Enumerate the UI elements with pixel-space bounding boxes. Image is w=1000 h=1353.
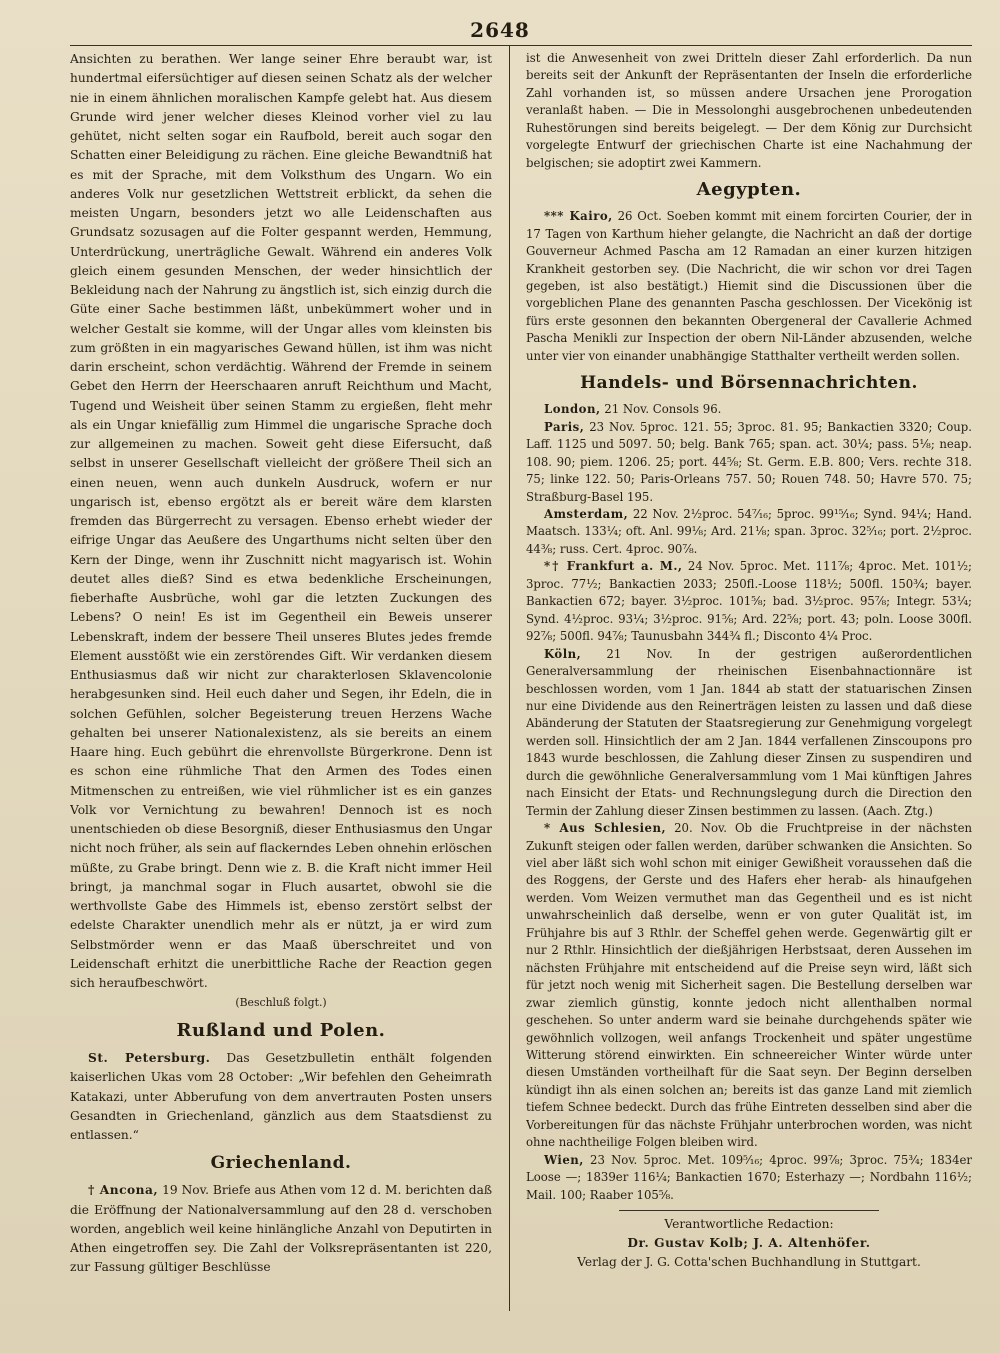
left-column: [70, 50, 492, 1312]
dateline-ancona: † Ancona,: [88, 1183, 159, 1198]
article-schlesien: [526, 820, 972, 1152]
footer-publisher: Verlag der J. G. Cotta'schen Buchhandlung in Stuttgart.: [577, 1255, 921, 1270]
dateline-kairo: *** Kairo,: [544, 209, 613, 224]
footer-editors-names: Dr. Gustav Kolb; J. A. Altenhöfer.: [627, 1236, 871, 1251]
section-heading-egypt: Aegypten.: [696, 179, 802, 201]
article-koeln-text: 21 Nov. In der gestrigen außerordentlichen Generalversammlung der rheinischen Eisenbahnactionnäre ist beschlossen worden, vom 1 Jan. 1844 ab statt der statuarischen Zinsen nur eine Dividende aus den Reinerträgen leisten zu lassen und daß diese Abänderung der Statuten der Staatsregierung zur Genehmigung vorgelegt werden soll. Hinsichtlich der am 2 Jan. 1844 verfallenen Zinscoupons pro 1843 wurde beschlossen, die Zahlung dieser Zinsen zu suspendiren und durch die gewöhnliche Generalversammlung vom 1 Mai künftigen Jahres nach Einsicht der Etats- und Rechnungslegung durch die Direction den Termin der Zahlung dieser Zinsen bestimmen zu lassen. (Aach. Ztg.): [526, 646, 972, 818]
article-kairo-text: 26 Oct. Soeben kommt mit einem forcirten Courier, der in 17 Tagen von Karthum hieher gelangte, die Nachricht an daß der dortige Gouverneur Achmed Pascha am 12 Ramadan an einer kurzen hitzigen Krankheit gestorben sey. (Die Nachricht, die wir schon vor drei Tagen gegeben, ist also bestätigt.) Hiemit sind die Discussionen über die vorgeblichen Plane des genannten Pascha geschlossen. Der Vicekönig ist fürs erste gesonnen den bekannten Obergeneral der Cavallerie Achmed Pascha Menikli zur Inspection der obern Nil-Länder abzusenden, welche unter vier von einander unabhängige Statthalter vertheilt werden sollen.: [526, 209, 972, 363]
market-london-text: 21 Nov. Consols 96.: [604, 402, 722, 417]
market-amsterdam-text: 22 Nov. 2½proc. 54⁷⁄₁₆; 5proc. 99¹⁵⁄₁₆; Synd. 94¼; Hand. Maatsch. 133¼; oft. Anl. 99⅛; Ard. 21⅛; span. 3proc. 32⁵⁄₁₆; port. 2½proc. 44⅜; russ. Cert. 4proc. 90⅞.: [526, 506, 972, 556]
footer-rule: [619, 1210, 879, 1211]
article-ancona-text: 19 Nov. Briefe aus Athen vom 12 d. M. berichten daß die Eröffnung der Nationalversammlung auf den 28 d. verschoben worden, angeblich weil keine hinlängliche Anzahl von Deputirten in Athen eingetroffen sey. Die Zahl der Volksrepräsentanten ist 220, zur Fassung gültiger Beschlüsse: [70, 1183, 492, 1275]
section-heading-russia: Rußland und Polen.: [176, 1020, 386, 1042]
dateline-schlesien: * Aus Schlesien,: [544, 821, 667, 836]
article-petersburg-text: Das Gesetzbulletin enthält folgenden kaiserlichen Ukas vom 28 October: „Wir befehlen den Geheimrath Katakazi, unter Abberufung von dem anvertrauten Posten unsers Gesandten in Griechenland, gänzlich aus dem Staatsdienst zu entlassen.“: [70, 1051, 492, 1143]
article-ancona: [70, 1181, 492, 1277]
market-paris: [526, 419, 972, 506]
article-ungarn-text: Ansichten zu berathen. Wer lange seiner Ehre beraubt war, ist hundertmal eifersüchtiger auf diesen seinen Schatz als der welcher nie in einem ähnlichen moralischen Kampfe gelebt hat. Aus diesem Grunde wird jener welcher dieses Kleinod vorher viel zu lau gehütet, nicht selten sogar ein Raufbold, bereit auch sogar den Schatten einer Beleidigung zu rächen. Eine gleiche Bewandtniß hat es mit der Sprache, mit dem Volksthum des Ungarn. Wo ein anderes Volk nur gesetzlichen Wettstreit erblickt, da sehen die meisten Ungarn, besonders jetzt wo alle Leidenschaften aus Grundsatz sozusagen auf die Folter gespannt werden, Hemmung, Unterdrückung, unerträgliche Gewalt. Während ein anderes Volk gleich einem gesunden Menschen, der weder hinsichtlich der Bekleidung nach der Nahrung zu ängstlich ist, sich einzig durch die Güte einer Sache bestimmen läßt, unbekümmert woher und in welcher Gestalt sie komme, will der Ungar alles vom kleinsten bis zum größten in ein magyarisches Gewand hüllen, ist ihm was nicht darin erscheint, schon verdächtig. Während der Fremde in seinem Gebet den Herrn der Heerschaaren anruft Reichthum und Macht, Tugend und Weisheit über seinen Stamm zu ergießen, fleht mehr als ein Ungar kniefällig zum Himmel die ungarische Sprache doch zur allgemeinen zu machen. Soweit geht diese Eifersucht, daß selbst in unserer Gesellschaft vielleicht der größere Theil sich an einen neuen, wenn auch dunkeln Ausdruck, wofern er nur ungarisch ist, ebenso ergötzt als er bereit wäre dem klarsten fremden das Bürgerrecht zu versagen. Ebenso erhebt wieder der eifrige Ungar das Aeußere des Ungarthums nicht selten über den Kern der Dinge, wenn ihr Zuschnitt nicht magyarisch ist. Wohin deutet alles dieß? Sind es etwa bedenkliche Erscheinungen, fieberhafte Ausbrüche, wohl gar die letzten Zuckungen des Lebens? O nein! Es ist im Gegentheil ein Beweis unserer Lebenskraft, indem der bessere Theil unseres Blutes jedes fremde Element ausstößt wie ein zerstörendes Gift. Wir verdanken diesem Enthusiasmus daß wir nicht zur charakterlosen Sklavencolonie herabgesunken sind. Heil euch daher und Segen, ihr Edeln, die in solchen Gefühlen, solcher Begeisterung treuen Herzens Wache gehalten bei unserer Nationalexistenz, als sie bereits an einem Haare hing. Euch gebührt die ehrenvollste Bürgerkrone. Denn ist es schon eine rühmliche That den Armen des Todes einen Mitmenschen zu entreißen, wie viel rühmlicher ist es ein ganzes Volk vor Vernichtung zu bewahren! Dennoch ist es noch unentschieden ob diese Besorgniß, dieser Enthusiasmus den Ungar nicht noch früher, als sein auf flackerndes Leben ohnehin erlöschen müßte, zu Grabe bringt. Denn wie z. B. die Kraft nicht immer Heil bringt, ja manchmal sogar in Fluch ausartet, obwohl sie die werthvollste Gabe des Himmels ist, ebenso zerstört selbst der edelste Charakter unendlich mehr als er nützt, ja er wird zum Selbstmörder wenn er das Maaß überschreitet und von Leidenschaft erhitzt die unerbittliche Rache der Reaction gegen sich heraufbeschwört.: [70, 52, 492, 990]
section-heading-greece: Griechenland.: [210, 1153, 352, 1174]
header-rule: [70, 45, 972, 46]
article-schlesien-text: 20. Nov. Ob die Fruchtpreise in der nächsten Zukunft steigen oder fallen werden, darüber schwanken die Ansichten. So viel aber läßt sich wohl schon mit einiger Gewißheit voraussehen daß die des Roggens, der Gerste und des Hafers eher herab- als hinaufgehen werden. Vom Weizen vermuthet man das Gegentheil und es ist nicht unwahrscheinlich daß derselbe, wenn er von guter Qualität ist, im Frühjahre bis auf 3 Rthlr. der Scheffel gehen werde. Gegenwärtig gilt er nur 2 Rthlr. Hinsichtlich der dießjährigen Herbstsaat, deren Aussehen im nächsten Frühjahre mit entscheidend auf die Preise seyn wird, läßt sich für jetzt noch wenig mit Sicherheit sagen. Die Bestellung derselben war zwar ziemlich günstig, konnte jedoch nicht allenthalben normal geschehen. So unter anderm ward sie beinahe durchgehends später wie gewöhnlich vollzogen, weil anfangs Trockenheit und später ungestüme Witterung störend einwirkten. Ein schneereicher Winter würde unter diesen Umständen vortheilhaft für die Saat seyn. Der Beginn derselben kündigt ihn als einen solchen an; bereits ist das ganze Land mit ziemlich tiefem Schnee bedeckt. Durch das frühe Eintreten desselben sind aber die Vorbereitungen für das nächste Frühjahr unterbrochen worden, was nicht ohne nachtheilige Folgen bleiben wird.: [526, 821, 972, 1150]
market-frankfurt: [526, 558, 972, 645]
market-wien: [526, 1152, 972, 1204]
article-koeln: [526, 646, 972, 821]
dateline-petersburg: St. Petersburg.: [88, 1051, 211, 1066]
footer-responsible: Verantwortliche Redaction:: [664, 1217, 834, 1232]
column-divider: [509, 46, 510, 1311]
article-kairo: [526, 208, 972, 365]
dateline-amsterdam: Amsterdam,: [544, 506, 629, 521]
market-london: [526, 401, 972, 418]
market-frankfurt-text: 24 Nov. 5proc. Met. 111⅞; 4proc. Met. 101½; 3proc. 77½; Bankactien 2033; 250fl.-Loose 118½; 500fl. 150¾; bayer. Bankactien 672; bayer. 3½proc. 101⅝; bad. 3½proc. 95⅞; Integr. 53¼; Synd. 4½proc. 93¼; 3½proc. 91⅝; Ard. 22⅝; port. 43; poln. Loose 300fl. 92⅞; 500fl. 94⅞; Taunusbahn 344¾ fl.; Disconto 4¼ Proc.: [526, 559, 972, 644]
market-wien-text: 23 Nov. 5proc. Met. 109⁵⁄₁₆; 4proc. 99⅞; 3proc. 75¾; 1834er Loose —; 1839er 116¼; Bankactien 1670; Esterhazy —; Nordbahn 116½; Mail. 100; Raaber 105⅝.: [526, 1152, 972, 1202]
dateline-koeln: Köln,: [544, 646, 582, 661]
article-ancona-continued: ist die Anwesenheit von zwei Dritteln dieser Zahl erforderlich. Da nun bereits seit der Ankunft der Repräsentanten der Inseln die erforderliche Zahl vorhanden ist, so müssen andere Ursachen jene Prorogation veranlaßt haben. — Die in Messolonghi ausgebrochenen unbedeutenden Ruhestörungen sind bereits beigelegt. — Der dem König zur Durchsicht vorgelegte Entwurf der griechischen Charte ist eine Nachahmung der belgischen; sie adoptirt zwei Kammern.: [526, 51, 972, 170]
dateline-wien: Wien,: [544, 1152, 584, 1167]
article-petersburg: [70, 1049, 492, 1145]
section-heading-trade: Handels- und Börsennachrichten.: [580, 373, 918, 394]
dateline-london: London,: [544, 402, 601, 417]
market-amsterdam: [526, 506, 972, 558]
page-number: 2648: [470, 18, 530, 42]
dateline-paris: Paris,: [544, 419, 585, 434]
footer-editors: [526, 1234, 972, 1253]
dateline-frankfurt: *† Frankfurt a. M.,: [544, 559, 683, 574]
continuation-note: (Beschluß folgt.): [235, 996, 327, 1010]
market-paris-text: 23 Nov. 5proc. 121. 55; 3proc. 81. 95; Bankactien 3320; Coup. Laff. 1125 und 5097. 50; belg. Bank 765; span. act. 30¼; pass. 5⅛; neap. 108. 90; piem. 1206. 25; port. 44⅝; St. Germ. E.B. 800; Vers. rechte 318. 75; linke 122. 50; Paris-Orleans 757. 50; Rouen 748. 50; Havre 570. 75; Straßburg-Basel 195.: [526, 419, 972, 504]
right-column: [526, 50, 972, 1312]
